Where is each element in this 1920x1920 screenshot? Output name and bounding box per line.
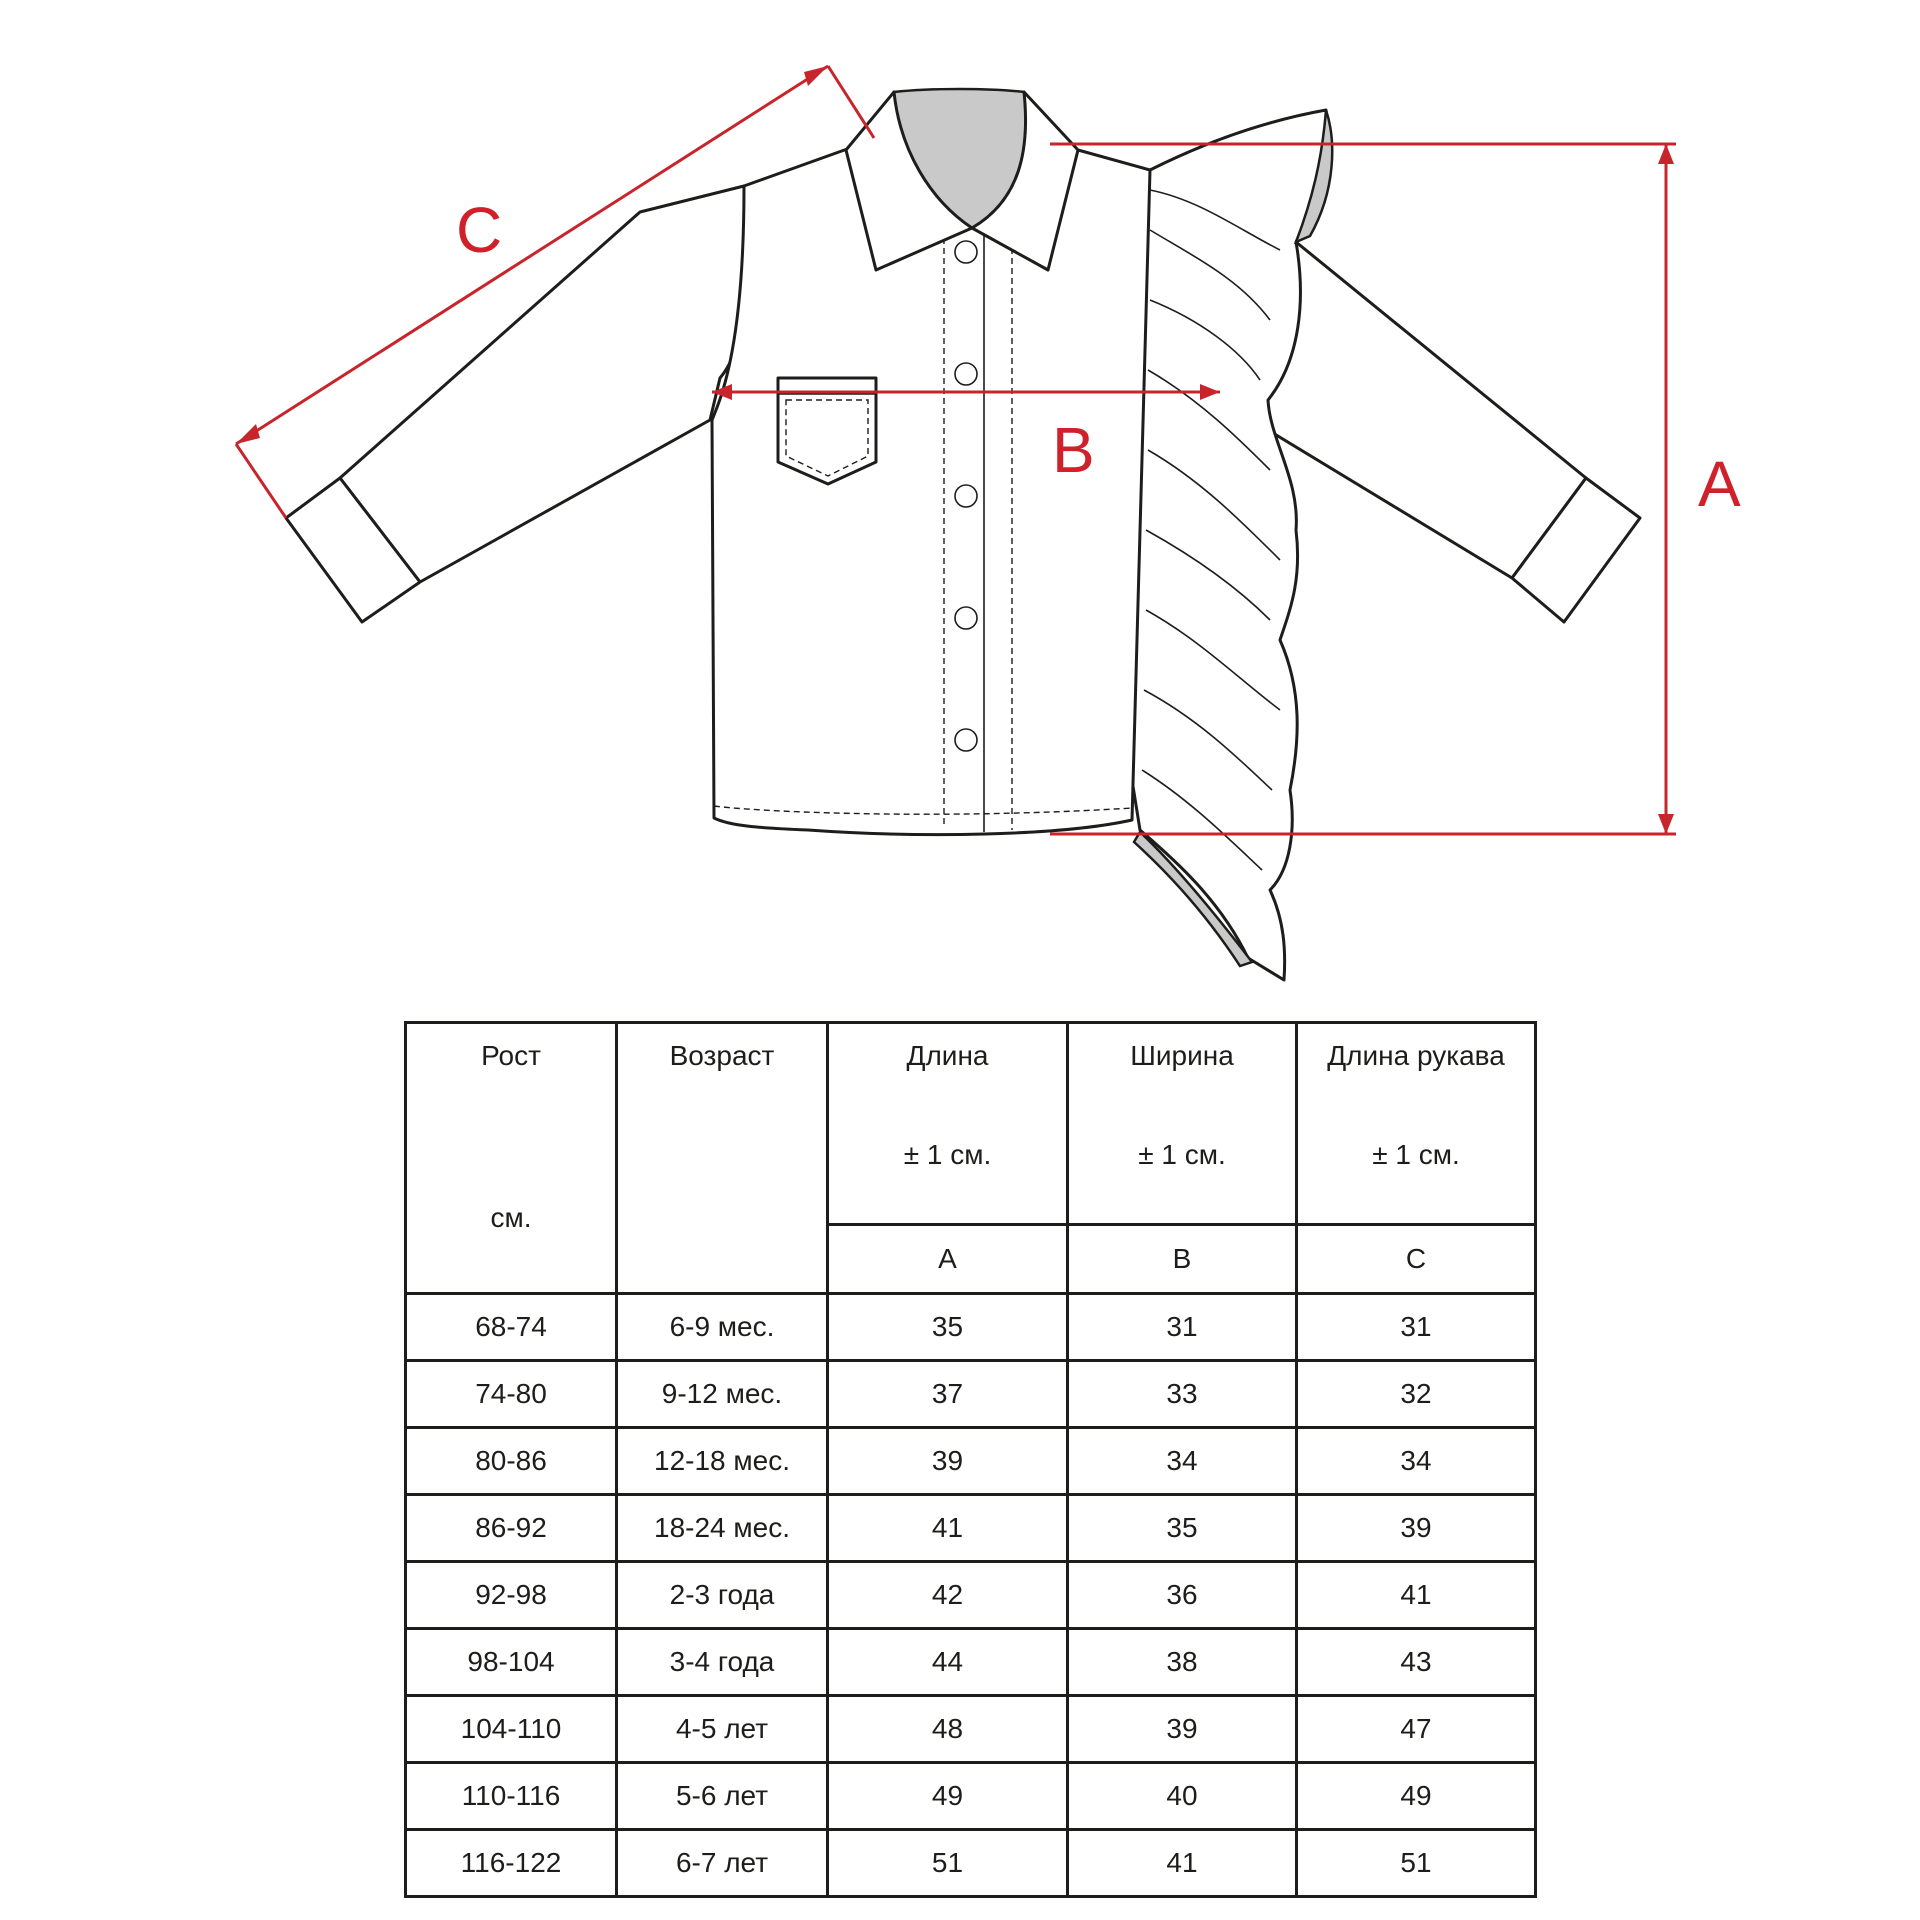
cell-length: 44 bbox=[828, 1629, 1068, 1696]
cell-width: 38 bbox=[1068, 1629, 1297, 1696]
cell-height: 74-80 bbox=[406, 1361, 617, 1428]
cell-sleeve: 32 bbox=[1297, 1361, 1536, 1428]
header-width-title: Ширина bbox=[1130, 1040, 1234, 1071]
cell-height: 80-86 bbox=[406, 1428, 617, 1495]
cell-height: 110-116 bbox=[406, 1763, 617, 1830]
table-row bbox=[406, 1294, 1536, 1361]
cell-age: 5-6 лет bbox=[617, 1763, 828, 1830]
cell-age: 9-12 мес. bbox=[617, 1361, 828, 1428]
cell-age: 12-18 мес. bbox=[617, 1428, 828, 1495]
cell-length: 41 bbox=[828, 1495, 1068, 1562]
cell-age: 18-24 мес. bbox=[617, 1495, 828, 1562]
shirt-body bbox=[712, 148, 1150, 835]
header-length-title: Длина bbox=[906, 1040, 989, 1071]
cell-height: 86-92 bbox=[406, 1495, 617, 1562]
header-length bbox=[828, 1023, 1068, 1225]
cell-sleeve: 47 bbox=[1297, 1696, 1536, 1763]
dimension-label-a: A bbox=[1698, 448, 1741, 520]
left-sleeve bbox=[340, 186, 747, 582]
cell-sleeve: 49 bbox=[1297, 1763, 1536, 1830]
cell-width: 39 bbox=[1068, 1696, 1297, 1763]
cell-sleeve: 34 bbox=[1297, 1428, 1536, 1495]
cell-sleeve: 31 bbox=[1297, 1294, 1536, 1361]
header-length-letter: A bbox=[828, 1225, 1068, 1294]
header-length-tolerance: ± 1 см. bbox=[903, 1139, 992, 1170]
cell-height: 116-122 bbox=[406, 1830, 617, 1897]
header-sleeve-letter: C bbox=[1297, 1225, 1536, 1294]
cell-width: 35 bbox=[1068, 1495, 1297, 1562]
cell-length: 48 bbox=[828, 1696, 1068, 1763]
right-sleeve bbox=[1258, 242, 1586, 578]
cell-width: 34 bbox=[1068, 1428, 1297, 1495]
cell-height: 92-98 bbox=[406, 1562, 617, 1629]
header-age-title: Возраст bbox=[669, 1040, 775, 1071]
header-age bbox=[617, 1023, 828, 1294]
cell-age: 6-9 мес. bbox=[617, 1294, 828, 1361]
cell-age: 3-4 года bbox=[617, 1629, 828, 1696]
cell-sleeve: 51 bbox=[1297, 1830, 1536, 1897]
header-height-unit: см. bbox=[490, 1202, 532, 1233]
cell-age: 2-3 года bbox=[617, 1562, 828, 1629]
cell-width: 41 bbox=[1068, 1830, 1297, 1897]
table-row bbox=[406, 1428, 1536, 1495]
cell-age: 6-7 лет bbox=[617, 1830, 828, 1897]
table-header-row bbox=[406, 1023, 1536, 1225]
cell-width: 36 bbox=[1068, 1562, 1297, 1629]
cell-width: 31 bbox=[1068, 1294, 1297, 1361]
cell-length: 42 bbox=[828, 1562, 1068, 1629]
table-row bbox=[406, 1361, 1536, 1428]
header-height bbox=[406, 1023, 617, 1294]
cell-height: 98-104 bbox=[406, 1629, 617, 1696]
cell-length: 35 bbox=[828, 1294, 1068, 1361]
cell-height: 68-74 bbox=[406, 1294, 617, 1361]
cell-sleeve: 39 bbox=[1297, 1495, 1536, 1562]
table-row bbox=[406, 1629, 1536, 1696]
dimension-label-b: B bbox=[1052, 414, 1095, 486]
cell-length: 37 bbox=[828, 1361, 1068, 1428]
table-row bbox=[406, 1495, 1536, 1562]
header-width-tolerance: ± 1 см. bbox=[1138, 1139, 1226, 1170]
header-sleeve bbox=[1297, 1023, 1536, 1225]
header-width bbox=[1068, 1023, 1297, 1225]
cell-sleeve: 41 bbox=[1297, 1562, 1536, 1629]
table-row bbox=[406, 1562, 1536, 1629]
header-sleeve-title: Длина рукава bbox=[1327, 1040, 1505, 1071]
cell-width: 33 bbox=[1068, 1361, 1297, 1428]
header-width-letter: B bbox=[1068, 1225, 1297, 1294]
cell-sleeve: 43 bbox=[1297, 1629, 1536, 1696]
header-height-title: Рост bbox=[481, 1040, 541, 1071]
cell-width: 40 bbox=[1068, 1763, 1297, 1830]
table-row bbox=[406, 1696, 1536, 1763]
table-row bbox=[406, 1830, 1536, 1897]
table-row bbox=[406, 1763, 1536, 1830]
size-table bbox=[404, 1021, 1537, 1898]
cell-height: 104-110 bbox=[406, 1696, 617, 1763]
header-sleeve-tolerance: ± 1 см. bbox=[1372, 1139, 1460, 1170]
cell-length: 39 bbox=[828, 1428, 1068, 1495]
dimension-label-c: C bbox=[456, 194, 503, 266]
cell-length: 51 bbox=[828, 1830, 1068, 1897]
cell-age: 4-5 лет bbox=[617, 1696, 828, 1763]
cell-length: 49 bbox=[828, 1763, 1068, 1830]
